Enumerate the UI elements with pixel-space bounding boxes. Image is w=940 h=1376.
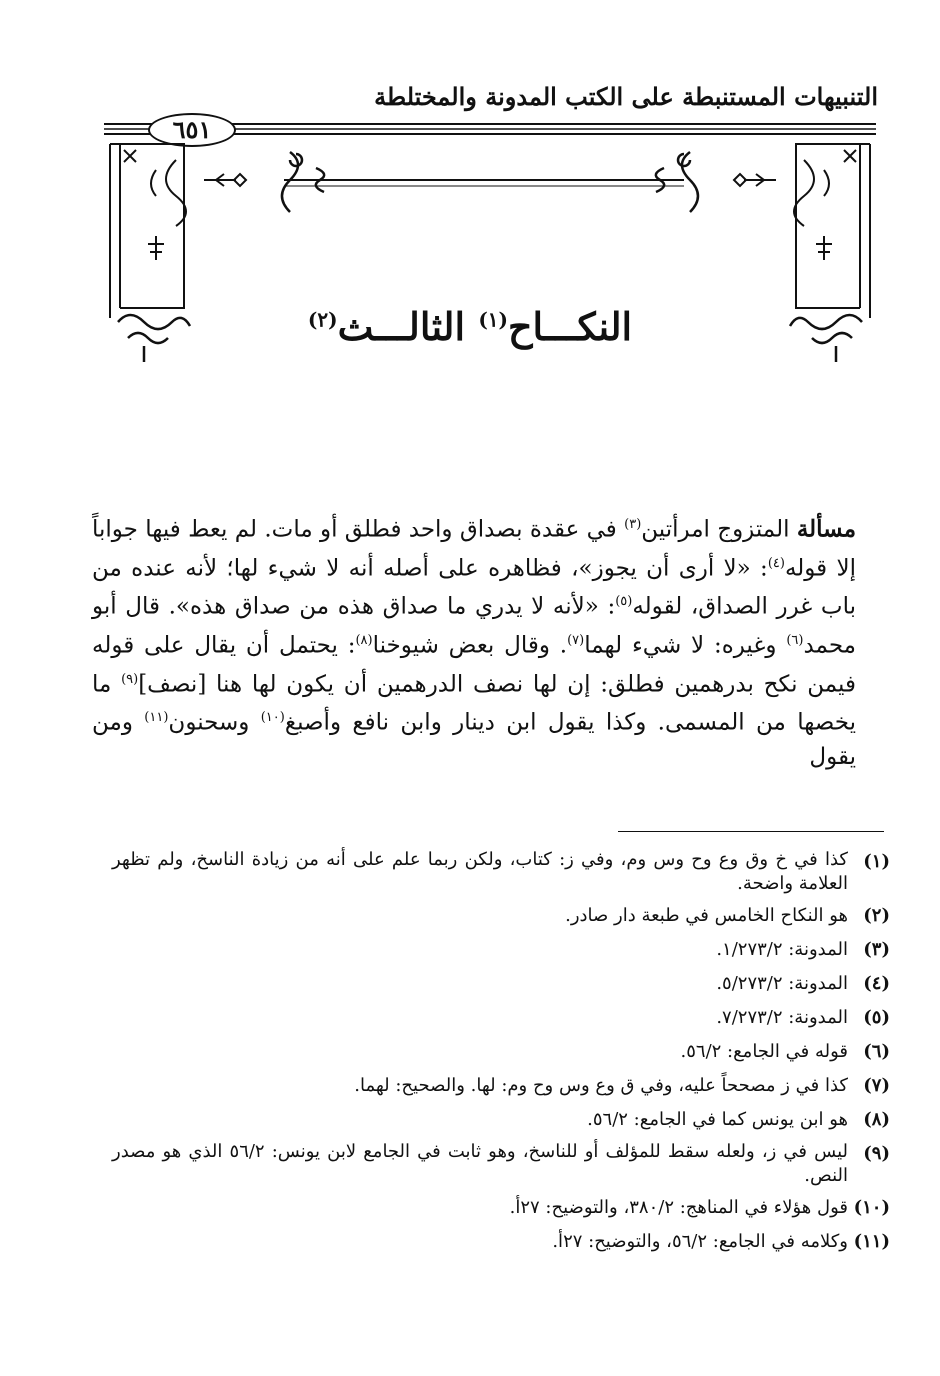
footnote (112, 1194, 890, 1222)
footnotes-list (112, 848, 890, 1262)
footnote-number: (٢) (863, 905, 890, 926)
footnote-ref: (٦) (786, 632, 804, 648)
scroll-ornament-right (656, 152, 698, 212)
footnote-text: كذا في ز مصححاً عليه، وفي ق وع وس وح وم: لها. والصحيح: لهما. (354, 1075, 848, 1096)
footnote (112, 902, 890, 930)
footnote-ref: (٧) (567, 632, 585, 648)
footnote-text: قول هؤلاء في المناهج: ٣٨٠/٢، والتوضيح: ٢٧أ. (509, 1197, 848, 1218)
body-text-run: في عقدة بصداق واحد فطلق أو مات. لم يعط فيها جواباً إلا قوله (92, 516, 856, 582)
footnote-ref: (١١) (144, 710, 169, 726)
bottom-flourish-right (790, 315, 862, 362)
body-text-run: المتزوج امرأتين (641, 516, 797, 543)
footnote-ref: (١٠) (260, 710, 285, 726)
body-text-run: . وقال بعض شيوخنا (372, 632, 568, 659)
footnote-number: (١) (863, 851, 890, 872)
footnote-text: قوله في الجامع: ٥٦/٢. (680, 1041, 848, 1062)
chapter-title (240, 304, 700, 349)
footnote (112, 970, 890, 998)
footnote-number: (١١) (853, 1231, 890, 1252)
footnote (112, 1106, 890, 1134)
footnote-text: ليس في ز، ولعله سقط للمؤلف أو للناسخ، وهو ثابت في الجامع لابن يونس: ٥٦/٢ الذي هو مصدر النص. (112, 1141, 849, 1186)
body-paragraph (92, 508, 856, 774)
footnote (112, 1228, 890, 1256)
footnote-number: (٣) (863, 939, 890, 960)
footnote-number: (٨) (863, 1109, 890, 1130)
footnote-number: (٩) (863, 1143, 890, 1164)
footnote (112, 1072, 890, 1100)
footnote-number: (٥) (863, 1007, 890, 1028)
footnote (112, 1038, 890, 1066)
footnote-number: (٤) (863, 973, 890, 994)
footnote-text: المدونة: ٧/٢٧٣/٢. (716, 1007, 848, 1028)
footnote-ref: (٤) (767, 555, 785, 571)
footnote-number: (٦) (863, 1041, 890, 1062)
footnote-ref: (٥) (615, 594, 633, 610)
body-text-run: ومن يقول (92, 709, 856, 770)
chapter-footnote-ref-2: (٢) (307, 307, 338, 332)
footnote (112, 1004, 890, 1032)
footnote (112, 1140, 890, 1188)
body-text-run: وغيره: لا شيء لهما (584, 632, 787, 659)
footnote-number: (٧) (863, 1075, 890, 1096)
footnote-text: المدونة: ١/٢٧٣/٢. (716, 939, 848, 960)
footnote (112, 936, 890, 964)
footnote-number: (١٠) (853, 1197, 890, 1218)
body-text-run: : «لا أرى أن يجوز»، فظاهره على أصله أنه لا شيء لها؛ لأنه عنده من باب غرر الصداق، لقوله (92, 555, 856, 620)
bottom-flourish-left (118, 315, 190, 362)
footnote-text: وكلامه في الجامع: ٥٦/٢، والتوضيح: ٢٧أ. (552, 1231, 848, 1252)
chapter-footnote-ref-1: (١) (478, 307, 508, 332)
footnote (112, 848, 890, 896)
footnote-ref: (٨) (355, 632, 373, 648)
lead-word: مسألة (796, 515, 857, 543)
chapter-title-part2: الثالـــث (337, 304, 466, 349)
page-number: ٦٥١ (148, 113, 236, 147)
body-text-run: وسحنون (168, 709, 261, 736)
chapter-title-part1: النكـــاح (508, 304, 633, 349)
footnote-text: كذا في خ وق وع وح وس وم، وفي ز: كتاب، ولكن ربما علم على أنه من زيادة الناسخ، ولم تظهر العلامة واضحة. (112, 849, 848, 894)
footnote-text: هو ابن يونس كما في الجامع: ٥٦/٢. (587, 1109, 848, 1130)
footnote-text: هو النكاح الخامس في طبعة دار صادر. (565, 905, 848, 926)
body-text-run: : «لأنه لا يدري ما صداق هذه من صداق هذه». قال أبو محمد (92, 593, 857, 659)
body-text-run: : يحتمل أن يقال على قوله فيمن نكح بدرهمين فطلق: إن لها نصف الدرهمين أن يكون لها هنا [نصف] (92, 632, 856, 698)
body-text-run: ما يخصها من المسمى. وكذا يقول ابن دينار وابن نافع وأصبغ (92, 671, 857, 736)
footnote-text: المدونة: ٥/٢٧٣/٢. (716, 973, 848, 994)
footnote-separator (618, 831, 884, 832)
scroll-ornament-left (282, 152, 324, 212)
footnote-ref: (٩) (121, 671, 139, 687)
footnote-ref: (٣) (624, 517, 642, 532)
running-title: التنبيهات المستنبطة على الكتب المدونة والمختلطة (374, 82, 878, 111)
